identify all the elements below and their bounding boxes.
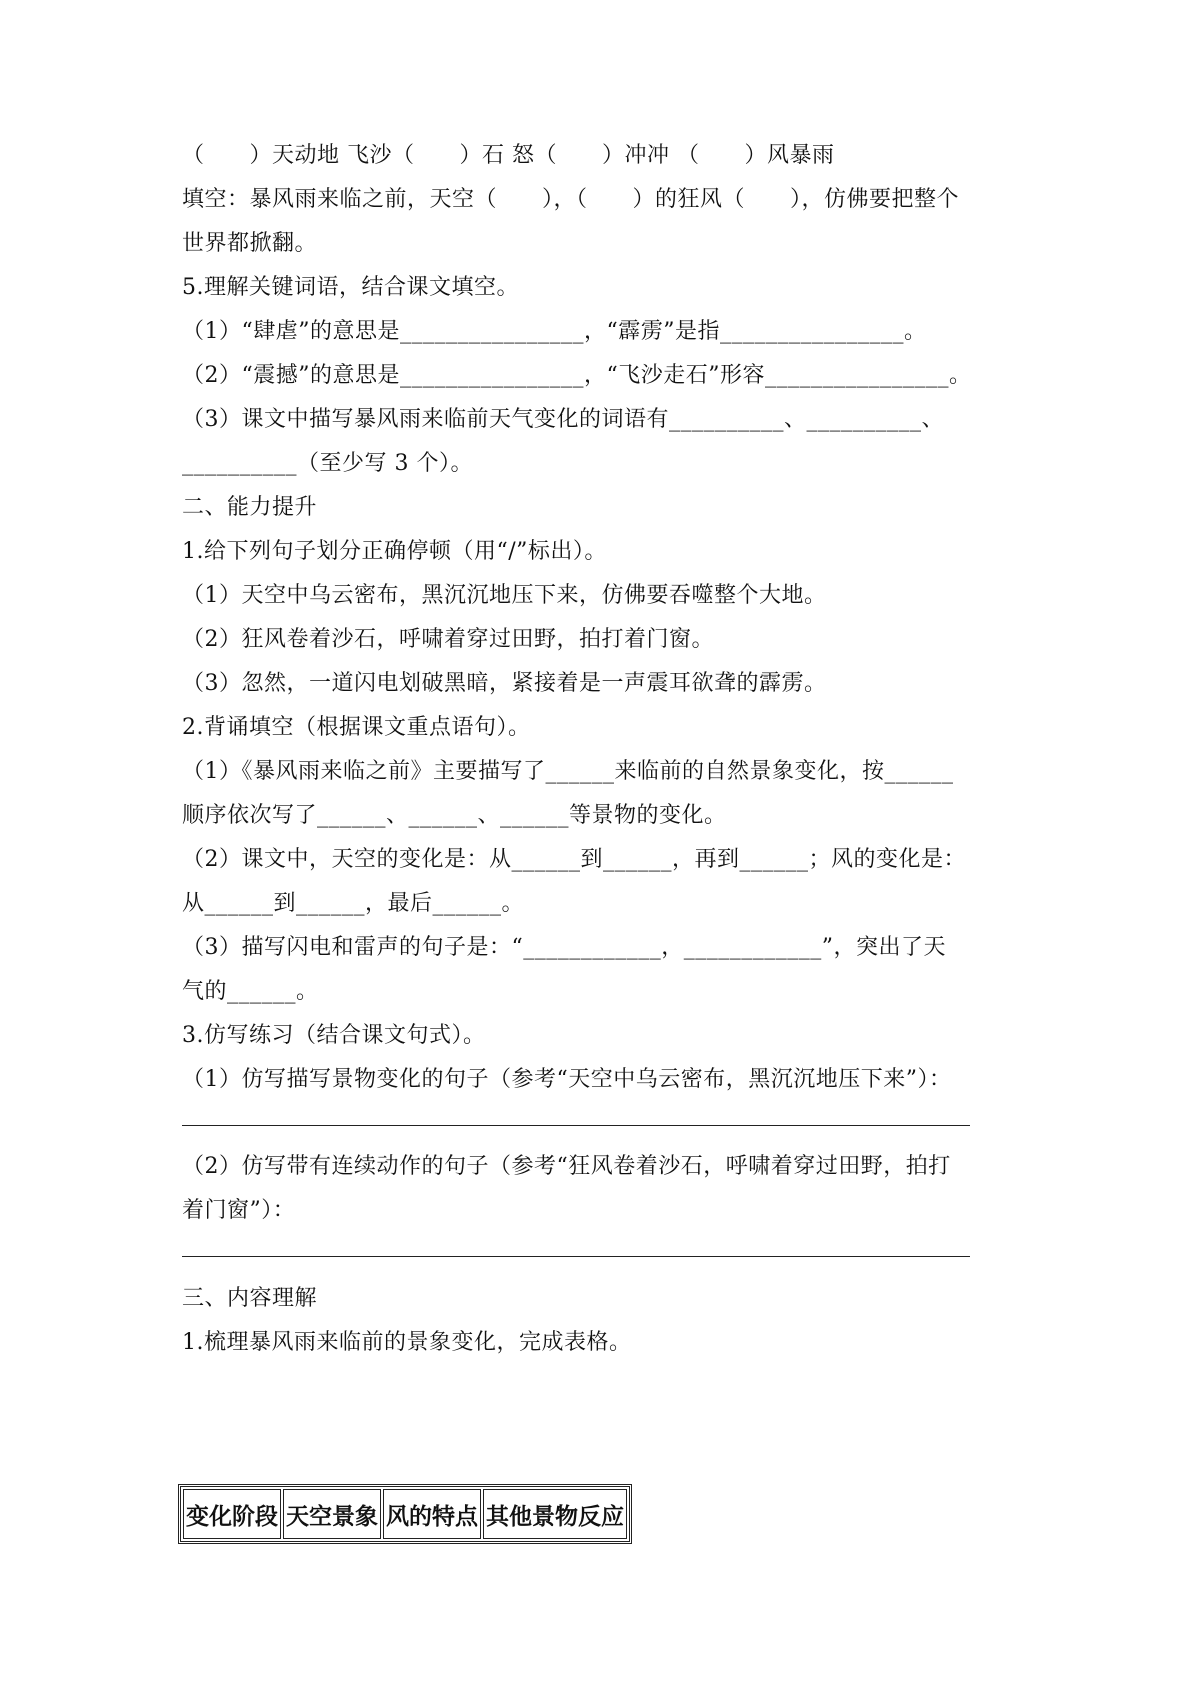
question-2-1-item-3: （3）忽然，一道闪电划破黑暗，紧接着是一声震耳欲聋的霹雳。 [182,671,827,696]
question-5-item-1: （1）“肆虐”的意思是________________，“霹雳”是指________________。 [182,319,927,344]
question-2-2-item-3-cont: 气的______。 [182,979,319,1004]
idiom-fill-line: （ ）天动地 飞沙（ ）石 怒（ ）冲冲 （ ）风暴雨 [182,143,835,168]
question-2-3-item-2: （2）仿写带有连续动作的句子（参考“狂风卷着沙石，呼啸着穿过田野，拍打 [182,1154,951,1179]
answer-line-1[interactable] [182,1125,970,1126]
question-5-item-3-cont: __________（至少写 3 个）。 [182,451,473,476]
question-2-2-item-3: （3）描写闪电和雷声的句子是：“____________，____________”，突出了天 [182,935,946,960]
section-3-heading: 三、内容理解 [182,1286,318,1311]
question-2-1-item-1: （1）天空中乌云密布，黑沉沉地压下来，仿佛要吞噬整个大地。 [182,583,827,608]
question-2-2-item-1-cont: 顺序依次写了______、______、______等景物的变化。 [182,803,727,828]
table-header-cell: 变化阶段 [183,1489,281,1539]
question-2-2-item-2-cont: 从______到______，最后______。 [182,891,525,916]
question-2-2-heading: 2.背诵填空（根据课文重点语句）。 [182,715,531,740]
table-header-cell: 风的特点 [383,1489,481,1539]
question-2-2-item-1: （1）《暴风雨来临之前》主要描写了______来临前的自然景象变化，按______ [182,759,954,784]
question-2-3-heading: 3.仿写练习（结合课文句式）。 [182,1023,486,1048]
question-2-3-item-2-cont: 着门窗”）： [182,1198,296,1223]
table-header-cell: 其他景物反应 [483,1489,627,1539]
fill-sentence-line-2: 世界都掀翻。 [182,231,318,256]
fill-sentence-line-1: 填空：暴风雨来临之前，天空（ ），（ ）的狂风（ ），仿佛要把整个 [182,187,960,212]
answer-line-2[interactable] [182,1256,970,1257]
question-5-item-2: （2）“震撼”的意思是________________，“飞沙走石”形容________________。 [182,363,972,388]
table-header-row [183,1489,627,1539]
question-2-3-item-1: （1）仿写描写景物变化的句子（参考“天空中乌云密布，黑沉沉地压下来”）： [182,1067,952,1092]
question-2-2-item-2: （2）课文中，天空的变化是：从______到______，再到______；风的变化是： [182,847,966,872]
scene-change-table [178,1484,632,1544]
question-2-1-item-2: （2）狂风卷着沙石，呼啸着穿过田野，拍打着门窗。 [182,627,714,652]
question-5-item-3: （3）课文中描写暴风雨来临前天气变化的词语有__________、__________、 [182,407,944,432]
section-2-heading: 二、能力提升 [182,495,318,520]
question-3-1-heading: 1.梳理暴风雨来临前的景象变化，完成表格。 [182,1330,632,1355]
question-5-heading: 5.理解关键词语，结合课文填空。 [182,275,519,300]
table-header-cell: 天空景象 [283,1489,381,1539]
question-2-1-heading: 1.给下列句子划分正确停顿（用“/”标出）。 [182,539,607,564]
